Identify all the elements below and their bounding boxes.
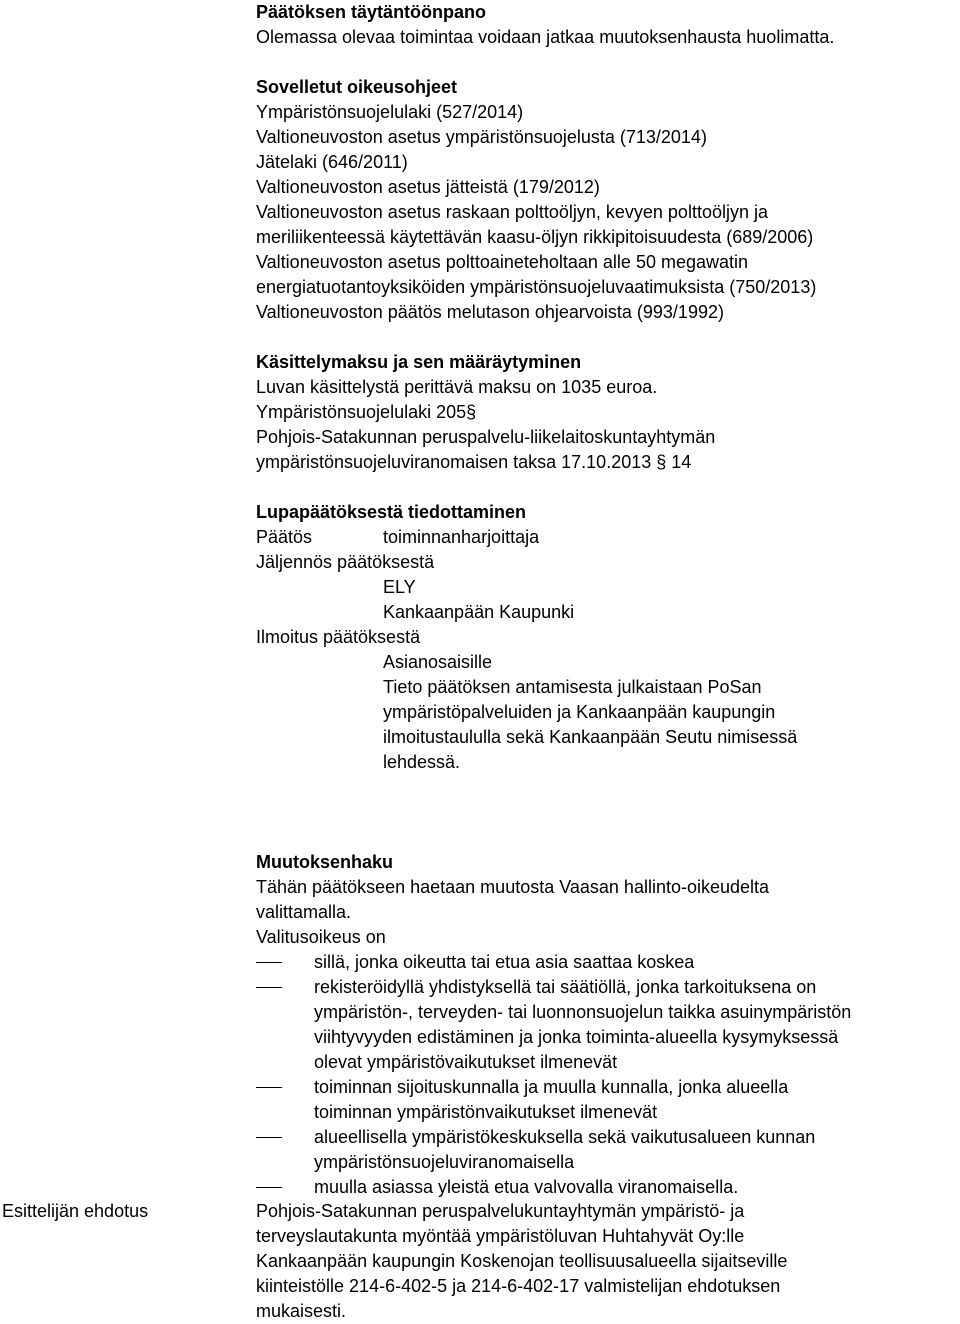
appeal-right-text: ympäristönsuojeluviranomaisella [314,1152,575,1172]
announce-line: ympäristöpalveluiden ja Kankaanpään kaupungin [383,702,776,722]
appeal-right-item [256,975,956,1075]
announce-label: Ilmoitus päätöksestä [256,627,421,647]
fee-heading: Käsittelymaksu ja sen määräytyminen [256,352,582,372]
appeal-section [256,850,956,1200]
appeal-right-item [256,950,956,975]
law-line: Ympäristönsuojelulaki (527/2014) [256,102,524,122]
proposal-line: Pohjois-Satakunnan peruspalvelukuntayhtymän ympäristö- ja [256,1201,745,1221]
dash-bullet-icon [256,1075,314,1125]
notice-section [256,500,956,775]
fee-line: Ympäristönsuojelulaki 205§ [256,402,477,422]
fee-line: Pohjois-Satakunnan peruspalvelu-liikelaitoskuntayhtymän [256,427,716,447]
appeal-right-text: olevat ympäristövaikutukset ilmenevät [314,1052,618,1072]
document-body [256,0,956,1200]
appeal-line: Tähän päätökseen haetaan muutosta Vaasan hallinto-oikeudelta [256,877,770,897]
announce-line: ilmoitustaululla sekä Kankaanpään Seutu nimisessä [383,727,798,747]
dash-bullet-icon [256,975,314,1075]
proposal-line: kiinteistölle 214-6-402-5 ja 214-6-402-17 valmistelijan ehdotuksen [256,1276,781,1296]
fee-section [256,350,956,475]
enforcement-section [256,0,956,50]
proposal-line: terveyslautakunta myöntää ympäristöluvan Huhtahyvät Oy:lle [256,1226,745,1246]
appeal-heading: Muutoksenhaku [256,852,394,872]
appeal-right-text: alueellisella ympäristökeskuksella sekä vaikutusalueen kunnan [314,1127,816,1147]
decision-key: Päätös [256,527,313,547]
appeal-right-text: rekisteröidyllä yhdistyksellä tai säätiöllä, jonka tarkoituksena on [314,977,817,997]
announce-line: Tieto päätöksen antamisesta julkaistaan PoSan [383,677,762,697]
fee-line: Luvan käsittelystä perittävä maksu on 1035 euroa. [256,377,658,397]
proposal-line: mukaisesti. [256,1301,347,1321]
notice-heading: Lupapäätöksestä tiedottaminen [256,502,527,522]
appeal-right-text: toiminnan sijoituskunnalla ja muulla kunnalla, jonka alueella [314,1077,789,1097]
dash-bullet-icon [256,1125,314,1175]
law-line: Valtioneuvoston päätös melutason ohjearvoista (993/1992) [256,302,724,322]
law-line: meriliikenteessä käytettävän kaasu-öljyn rikkipitoisuudesta (689/2006) [256,227,814,247]
appeal-right-text: ympäristön-, terveyden- tai luonnonsuojelun taikka asuinympäristön [314,1002,852,1022]
enforcement-heading: Päätöksen täytäntöönpano [256,2,487,22]
announce-line: lehdessä. [383,752,461,772]
law-line: Valtioneuvoston asetus polttoaineteholtaan alle 50 megawatin [256,252,749,272]
appeal-right-text: sillä, jonka oikeutta tai etua asia saattaa koskea [314,952,695,972]
law-line: Jätelaki (646/2011) [256,152,408,172]
appeal-line: Valitusoikeus on [256,927,386,947]
appeal-right-text: toiminnan ympäristönvaikutukset ilmenevät [314,1102,658,1122]
copy-recipient: ELY [383,577,416,597]
copy-recipient: Kankaanpään Kaupunki [383,602,575,622]
decision-value: toiminnanharjoittaja [383,527,540,547]
fee-line: ympäristönsuojeluviranomaisen taksa 17.10.2013 § 14 [256,452,692,472]
law-line: Valtioneuvoston asetus jätteistä (179/2012) [256,177,600,197]
proposal-label: Esittelijän ehdotus [2,1201,149,1221]
dash-bullet-icon [256,950,314,975]
appeal-line: valittamalla. [256,902,352,922]
proposal-line: Kankaanpään kaupungin Koskenojan teollisuusalueella sijaitseville [256,1251,788,1271]
copy-label: Jäljennös päätöksestä [256,552,435,572]
law-line: energiatuotantoyksiköiden ympäristönsuojeluvaatimuksista (750/2013) [256,277,817,297]
appeal-right-text: viihtyvyyden edistäminen ja jonka toiminta-alueella kysymyksessä [314,1027,839,1047]
appeal-right-item [256,1125,956,1175]
decision-row [256,525,956,550]
enforcement-text: Olemassa olevaa toimintaa voidaan jatkaa muutoksenhausta huolimatta. [256,27,835,47]
dash-bullet-icon [256,1175,314,1200]
appeal-right-text: muulla asiassa yleistä etua valvovalla viranomaisella. [314,1177,739,1197]
appeal-right-item [256,1175,956,1200]
laws-heading: Sovelletut oikeusohjeet [256,77,458,97]
announce-line: Asianosaisille [383,652,493,672]
law-line: Valtioneuvoston asetus ympäristönsuojelusta (713/2014) [256,127,707,147]
proposal-text [256,1199,956,1324]
law-line: Valtioneuvoston asetus raskaan polttoöljyn, kevyen polttoöljyn ja [256,202,768,222]
laws-section [256,75,956,325]
appeal-right-item [256,1075,956,1125]
